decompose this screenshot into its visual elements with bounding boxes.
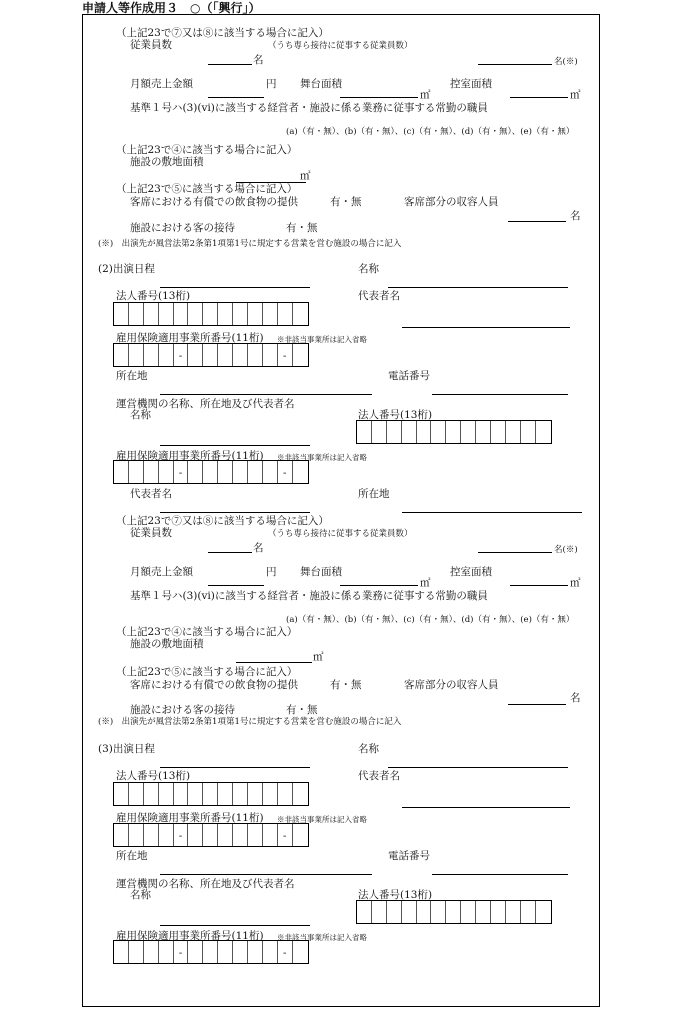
digit-box[interactable]: - xyxy=(174,461,189,483)
digit-box[interactable]: - xyxy=(278,941,293,963)
label-yen: 円 xyxy=(266,566,277,578)
digit-box[interactable] xyxy=(144,344,159,366)
label-address: 所在地 xyxy=(116,370,148,382)
digit-box[interactable] xyxy=(129,783,144,805)
monthly-sales-input[interactable] xyxy=(208,97,264,98)
label-operator: 運営機関の名称、所在地及び代表者名 xyxy=(116,398,295,410)
label-employees: 従業員数 xyxy=(130,527,172,539)
digit-box[interactable] xyxy=(114,303,129,325)
digit-box[interactable] xyxy=(263,824,278,846)
label-emp-ins: 雇用保険適用事業所番号(11桁) xyxy=(116,812,264,824)
label-emp-ins-note: ※非該当事業所は記入省略 xyxy=(277,453,367,462)
digit-box[interactable] xyxy=(536,901,551,923)
digit-box[interactable] xyxy=(248,941,263,963)
digit-box[interactable] xyxy=(248,824,263,846)
label-note: (※) 出演先が風営法第2条第1項第1号に規定する営業を営む施設の場合に記入 xyxy=(98,239,402,249)
label-if5: （上記23で⑤に該当する場合に記入） xyxy=(116,666,298,678)
digit-box[interactable] xyxy=(387,901,402,923)
label-abcde: (a)（有・無）、(b)（有・無）、(c)（有・無）、(d)（有・無）、(e)（有・無） xyxy=(286,127,575,137)
label-emp-ins-note: ※非該当事業所は記入省略 xyxy=(277,335,367,344)
employees-input[interactable] xyxy=(208,552,252,553)
label-corp-no: 法人番号(13桁) xyxy=(116,290,191,302)
hospitality-employees-input[interactable] xyxy=(478,64,552,65)
label-mei: 名 xyxy=(570,692,581,704)
label-capacity: 客席部分の収容人員 xyxy=(404,679,499,691)
label-paid-food: 客席における有償での飲食物の提供 xyxy=(130,679,298,691)
label-phone: 電話番号 xyxy=(388,370,430,382)
corp-number-boxes[interactable] xyxy=(113,302,309,326)
digit-box[interactable] xyxy=(431,421,446,443)
label-paid-food: 客席における有償での飲食物の提供 xyxy=(130,196,298,208)
digit-box[interactable] xyxy=(293,461,308,483)
digit-box[interactable] xyxy=(263,303,278,325)
label-if4: （上記23で④に該当する場合に記入） xyxy=(116,626,298,638)
waiting-area-input[interactable] xyxy=(510,585,568,586)
label-monthly-sales: 月額売上金額 xyxy=(130,566,193,578)
label-monthly-sales: 月額売上金額 xyxy=(130,78,193,90)
label-site-area: 施設の敷地面積 xyxy=(130,638,204,650)
label-sqm: ㎡ xyxy=(420,577,431,589)
digit-box[interactable] xyxy=(203,303,218,325)
digit-box[interactable] xyxy=(387,421,402,443)
digit-box[interactable] xyxy=(248,344,263,366)
digit-box[interactable] xyxy=(159,941,174,963)
performance-dates-input[interactable] xyxy=(160,287,310,288)
label-hospitality: 施設における客の接待 xyxy=(130,222,235,234)
representative-input[interactable] xyxy=(402,327,570,328)
label-corp-no: 法人番号(13桁) xyxy=(116,770,191,782)
digit-box[interactable] xyxy=(357,901,372,923)
label-name: 名称 xyxy=(358,743,379,755)
address-input[interactable] xyxy=(160,394,372,395)
stage-area-input[interactable] xyxy=(340,97,418,98)
digit-box[interactable] xyxy=(203,824,218,846)
digit-box[interactable] xyxy=(446,901,461,923)
label-yes-no: 有・無 xyxy=(286,222,318,234)
label-yes-no: 有・無 xyxy=(330,196,362,208)
digit-box[interactable] xyxy=(144,783,159,805)
site-area-input[interactable] xyxy=(236,662,312,663)
digit-box[interactable] xyxy=(203,344,218,366)
digit-box[interactable] xyxy=(293,344,308,366)
digit-box[interactable] xyxy=(263,344,278,366)
digit-box[interactable] xyxy=(372,421,387,443)
digit-box[interactable] xyxy=(431,901,446,923)
label-staff: 基準１号ハ(3)(ⅵ)に該当する経営者・施設に係る業務に従事する常勤の職員 xyxy=(130,590,488,602)
digit-box[interactable] xyxy=(293,783,308,805)
label-note: (※) 出演先が風営法第2条第1項第1号に規定する営業を営む施設の場合に記入 xyxy=(98,717,402,727)
digit-box[interactable] xyxy=(159,344,174,366)
label-corp-no: 法人番号(13桁) xyxy=(358,409,433,421)
digit-box[interactable] xyxy=(188,783,203,805)
digit-box[interactable] xyxy=(174,783,189,805)
label-sqm: ㎡ xyxy=(570,89,581,101)
label-waiting-area: 控室面積 xyxy=(450,566,492,578)
digit-box[interactable] xyxy=(263,783,278,805)
operator-representative-input[interactable] xyxy=(160,512,310,513)
digit-box[interactable] xyxy=(476,901,491,923)
label-address: 所在地 xyxy=(116,850,148,862)
digit-box[interactable] xyxy=(159,303,174,325)
digit-box[interactable] xyxy=(114,941,129,963)
label-op-name: 名称 xyxy=(130,889,151,901)
label-perf-dates-2: (2)出演日程 xyxy=(98,263,155,275)
digit-box[interactable] xyxy=(233,783,248,805)
digit-box[interactable] xyxy=(129,303,144,325)
digit-box[interactable] xyxy=(248,783,263,805)
digit-box[interactable] xyxy=(144,824,159,846)
stage-area-input[interactable] xyxy=(340,585,418,586)
digit-box[interactable] xyxy=(402,901,417,923)
employment-insurance-boxes[interactable] xyxy=(113,343,309,367)
digit-box[interactable] xyxy=(263,941,278,963)
label-sqm: ㎡ xyxy=(570,577,581,589)
waiting-area-input[interactable] xyxy=(510,97,568,98)
label-yen: 円 xyxy=(266,78,277,90)
digit-box[interactable] xyxy=(159,824,174,846)
label-sqm: ㎡ xyxy=(313,651,324,663)
digit-box[interactable] xyxy=(218,941,233,963)
digit-box[interactable] xyxy=(233,303,248,325)
digit-box[interactable] xyxy=(233,824,248,846)
employment-insurance-boxes[interactable] xyxy=(113,823,309,847)
digit-box[interactable] xyxy=(114,824,129,846)
digit-box[interactable] xyxy=(188,461,203,483)
digit-box[interactable] xyxy=(248,461,263,483)
phone-input[interactable] xyxy=(432,394,568,395)
phone-input[interactable] xyxy=(432,874,568,875)
label-if78: （上記23で⑦又は⑧に該当する場合に記入） xyxy=(116,515,329,527)
digit-box[interactable] xyxy=(203,941,218,963)
label-emp-ins: 雇用保険適用事業所番号(11桁) xyxy=(116,332,264,344)
digit-box[interactable] xyxy=(188,303,203,325)
digit-box[interactable] xyxy=(114,344,129,366)
digit-box[interactable] xyxy=(461,421,476,443)
digit-box[interactable] xyxy=(129,824,144,846)
digit-box[interactable] xyxy=(188,941,203,963)
label-emp-ins: 雇用保険適用事業所番号(11桁) xyxy=(116,450,264,462)
digit-box[interactable] xyxy=(521,901,536,923)
digit-box[interactable] xyxy=(278,303,293,325)
digit-box[interactable]: - xyxy=(278,461,293,483)
digit-box[interactable] xyxy=(402,421,417,443)
label-if4: （上記23で④に該当する場合に記入） xyxy=(116,144,298,156)
digit-box[interactable] xyxy=(144,303,159,325)
digit-box[interactable] xyxy=(203,783,218,805)
label-op-rep: 代表者名 xyxy=(130,488,172,500)
label-staff: 基準１号ハ(3)(ⅵ)に該当する経営者・施設に係る業務に従事する常勤の職員 xyxy=(130,102,488,114)
digit-box[interactable] xyxy=(506,421,521,443)
digit-box[interactable] xyxy=(491,421,506,443)
label-name: 名称 xyxy=(358,263,379,275)
digit-box[interactable] xyxy=(174,303,189,325)
label-sqm: ㎡ xyxy=(300,170,311,182)
label-mei: 名 xyxy=(570,210,581,222)
digit-box[interactable] xyxy=(446,421,461,443)
label-site-area: 施設の敷地面積 xyxy=(130,156,204,168)
digit-box[interactable]: - xyxy=(174,344,189,366)
label-waiting-area: 控室面積 xyxy=(450,78,492,90)
digit-box[interactable]: - xyxy=(278,824,293,846)
label-perf-dates-3: (3)出演日程 xyxy=(98,743,155,755)
label-emp-ins: 雇用保険適用事業所番号(11桁) xyxy=(116,930,264,942)
digit-box[interactable] xyxy=(114,461,129,483)
digit-box[interactable] xyxy=(233,461,248,483)
label-stage-area: 舞台面積 xyxy=(300,78,342,90)
venue-name-input[interactable] xyxy=(388,767,568,768)
digit-box[interactable] xyxy=(506,901,521,923)
label-phone: 電話番号 xyxy=(388,850,430,862)
label-mei-note: 名(※) xyxy=(554,545,578,555)
operator-employment-insurance-boxes[interactable] xyxy=(113,460,309,484)
performance-dates-input[interactable] xyxy=(160,767,310,768)
digit-box[interactable]: - xyxy=(174,941,189,963)
digit-box[interactable] xyxy=(521,421,536,443)
capacity-input[interactable] xyxy=(508,221,566,222)
digit-box[interactable] xyxy=(129,941,144,963)
digit-box[interactable] xyxy=(417,421,432,443)
digit-box[interactable] xyxy=(491,901,506,923)
digit-box[interactable]: - xyxy=(278,344,293,366)
hospitality-employees-input[interactable] xyxy=(478,552,552,553)
label-sqm: ㎡ xyxy=(420,89,431,101)
operator-name-input[interactable] xyxy=(160,925,310,926)
digit-box[interactable] xyxy=(188,824,203,846)
digit-box[interactable] xyxy=(372,901,387,923)
digit-box[interactable] xyxy=(144,461,159,483)
form-title: 申請人等作成用３ ○（「興行」） xyxy=(82,1,261,15)
label-employees-note: （うち専ら接待に従事する従業員数） xyxy=(268,529,413,539)
digit-box[interactable] xyxy=(144,941,159,963)
label-employees-note: （うち専ら接待に従事する従業員数） xyxy=(268,41,413,51)
digit-box[interactable] xyxy=(159,783,174,805)
digit-box[interactable] xyxy=(129,344,144,366)
digit-box[interactable] xyxy=(233,941,248,963)
digit-box[interactable] xyxy=(417,901,432,923)
digit-box[interactable] xyxy=(218,783,233,805)
digit-box[interactable] xyxy=(218,303,233,325)
digit-box[interactable] xyxy=(159,461,174,483)
label-corp-no: 法人番号(13桁) xyxy=(358,889,433,901)
digit-box[interactable] xyxy=(293,941,308,963)
monthly-sales-input[interactable] xyxy=(208,585,264,586)
label-operator: 運営機関の名称、所在地及び代表者名 xyxy=(116,878,295,890)
digit-box[interactable] xyxy=(218,824,233,846)
capacity-input[interactable] xyxy=(508,704,566,705)
employees-input[interactable] xyxy=(208,64,252,65)
digit-box[interactable] xyxy=(461,901,476,923)
digit-box[interactable] xyxy=(233,344,248,366)
operator-address-input[interactable] xyxy=(402,512,582,513)
label-yes-no: 有・無 xyxy=(330,679,362,691)
label-capacity: 客席部分の収容人員 xyxy=(404,196,499,208)
digit-box[interactable] xyxy=(248,303,263,325)
digit-box[interactable] xyxy=(263,461,278,483)
digit-box[interactable] xyxy=(188,344,203,366)
label-yes-no: 有・無 xyxy=(286,704,318,716)
digit-box[interactable] xyxy=(129,461,144,483)
label-if5: （上記23で⑤に該当する場合に記入） xyxy=(116,183,298,195)
operator-corp-number-boxes[interactable] xyxy=(356,420,552,444)
digit-box[interactable] xyxy=(357,421,372,443)
digit-box[interactable] xyxy=(218,344,233,366)
label-op-address: 所在地 xyxy=(358,488,390,500)
venue-name-input[interactable] xyxy=(388,287,568,288)
label-emp-ins-note: ※非該当事業所は記入省略 xyxy=(277,815,367,824)
digit-box[interactable] xyxy=(114,783,129,805)
label-emp-ins-note: ※非該当事業所は記入省略 xyxy=(277,933,367,942)
representative-input[interactable] xyxy=(402,807,570,808)
operator-corp-number-boxes[interactable] xyxy=(356,900,552,924)
digit-box[interactable] xyxy=(293,303,308,325)
label-op-name: 名称 xyxy=(130,409,151,421)
digit-box[interactable] xyxy=(293,824,308,846)
digit-box[interactable] xyxy=(536,421,551,443)
label-representative: 代表者名 xyxy=(358,770,400,782)
digit-box[interactable] xyxy=(476,421,491,443)
address-input[interactable] xyxy=(160,874,372,875)
operator-employment-insurance-boxes[interactable] xyxy=(113,940,309,964)
label-hospitality: 施設における客の接待 xyxy=(130,704,235,716)
label-abcde: (a)（有・無）、(b)（有・無）、(c)（有・無）、(d)（有・無）、(e)（有・無） xyxy=(286,615,575,625)
operator-name-input[interactable] xyxy=(160,445,310,446)
digit-box[interactable] xyxy=(218,461,233,483)
label-mei: 名 xyxy=(253,542,264,554)
label-stage-area: 舞台面積 xyxy=(300,566,342,578)
label-mei: 名 xyxy=(253,54,264,66)
digit-box[interactable]: - xyxy=(174,824,189,846)
label-mei-note: 名(※) xyxy=(554,57,578,67)
digit-box[interactable] xyxy=(203,461,218,483)
label-representative: 代表者名 xyxy=(358,290,400,302)
label-if78: （上記23で⑦又は⑧に該当する場合に記入） xyxy=(116,27,329,39)
digit-box[interactable] xyxy=(278,783,293,805)
corp-number-boxes[interactable] xyxy=(113,782,309,806)
label-employees: 従業員数 xyxy=(130,39,172,51)
